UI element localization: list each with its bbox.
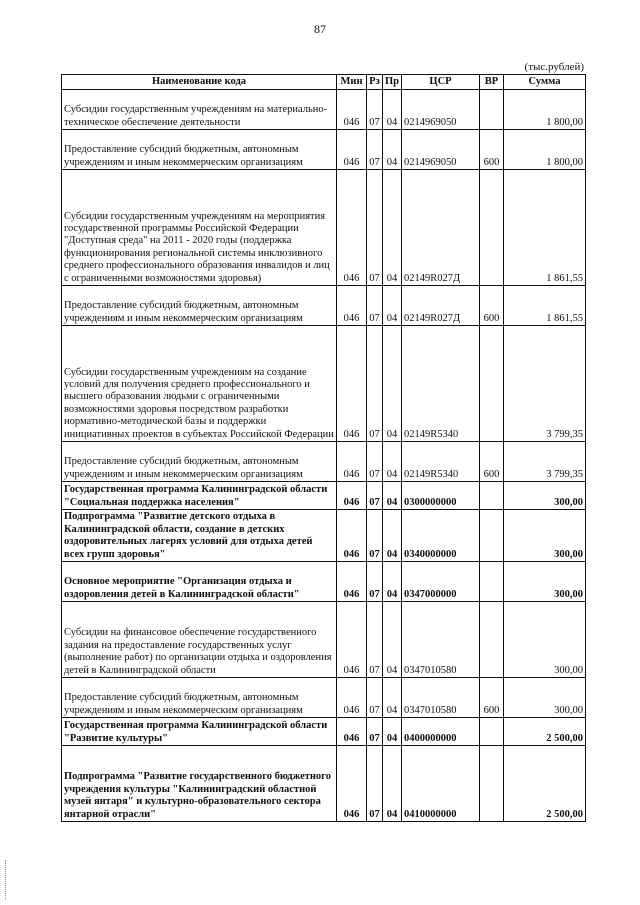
cell-rz: 07 <box>367 442 383 482</box>
cell-pr: 04 <box>383 746 402 822</box>
cell-sum: 2 500,00 <box>504 746 586 822</box>
cell-name: Субсидии государственным учреждениям на мероприятия государственной программы Российской Федерации "Доступная среда" на 2011 - 2020 годы (поддержка функционирования региональной системы инклюзивного среднего профессионального образования инвалидов и лиц с ограниченными возможностями здоровья) <box>62 170 337 286</box>
cell-sum: 300,00 <box>504 482 586 510</box>
cell-sum: 300,00 <box>504 562 586 602</box>
table-body <box>62 90 586 822</box>
cell-sum: 2 500,00 <box>504 718 586 746</box>
cell-vr: 600 <box>480 286 504 326</box>
header-pr: Пр <box>383 75 402 90</box>
cell-pr: 04 <box>383 602 402 678</box>
cell-rz: 07 <box>367 678 383 718</box>
table-row <box>62 90 586 130</box>
cell-vr <box>480 718 504 746</box>
cell-vr <box>480 562 504 602</box>
cell-sum: 3 799,35 <box>504 442 586 482</box>
header-vr: ВР <box>480 75 504 90</box>
cell-vr: 600 <box>480 130 504 170</box>
cell-min: 046 <box>337 286 367 326</box>
cell-csr: 0347000000 <box>402 562 480 602</box>
budget-table <box>61 74 586 822</box>
cell-vr <box>480 326 504 442</box>
table-row <box>62 562 586 602</box>
cell-csr: 0410000000 <box>402 746 480 822</box>
cell-csr: 0214969050 <box>402 90 480 130</box>
cell-vr <box>480 170 504 286</box>
cell-name: Предоставление субсидий бюджетным, автономным учреждениям и иным некоммерческим организациям <box>62 442 337 482</box>
margin-mark <box>5 860 8 900</box>
table-header-row <box>62 75 586 90</box>
cell-name: Государственная программа Калининградской области "Социальная поддержка населения" <box>62 482 337 510</box>
table-row <box>62 286 586 326</box>
table-row <box>62 326 586 442</box>
table-row <box>62 482 586 510</box>
header-name: Наименование кода <box>62 75 337 90</box>
cell-name: Предоставление субсидий бюджетным, автономным учреждениям и иным некоммерческим организациям <box>62 678 337 718</box>
cell-vr <box>480 90 504 130</box>
cell-sum: 1 800,00 <box>504 90 586 130</box>
cell-vr <box>480 510 504 562</box>
cell-csr: 0400000000 <box>402 718 480 746</box>
cell-name: Основное мероприятие "Организация отдыха и оздоровления детей в Калининградской области" <box>62 562 337 602</box>
cell-sum: 300,00 <box>504 678 586 718</box>
cell-sum: 300,00 <box>504 510 586 562</box>
cell-min: 046 <box>337 482 367 510</box>
cell-min: 046 <box>337 562 367 602</box>
cell-pr: 04 <box>383 130 402 170</box>
cell-vr: 600 <box>480 442 504 482</box>
cell-pr: 04 <box>383 90 402 130</box>
cell-min: 046 <box>337 170 367 286</box>
cell-min: 046 <box>337 326 367 442</box>
cell-sum: 1 861,55 <box>504 170 586 286</box>
cell-name: Подпрограмма "Развитие государственного бюджетного учреждения культуры "Калининградский областной музей янтаря" и культурно-образовательного сектора янтарной отрасли" <box>62 746 337 822</box>
cell-rz: 07 <box>367 718 383 746</box>
cell-vr <box>480 602 504 678</box>
cell-csr: 02149R5340 <box>402 442 480 482</box>
cell-name: Предоставление субсидий бюджетным, автономным учреждениям и иным некоммерческим организациям <box>62 130 337 170</box>
cell-csr: 0340000000 <box>402 510 480 562</box>
table-row <box>62 678 586 718</box>
cell-min: 046 <box>337 678 367 718</box>
cell-rz: 07 <box>367 482 383 510</box>
header-min: Мин <box>337 75 367 90</box>
cell-sum: 3 799,35 <box>504 326 586 442</box>
cell-min: 046 <box>337 90 367 130</box>
cell-name: Подпрограмма "Развитие детского отдыха в Калининградской области, создание в детских оздоровительных лагерях условий для отдыха детей всех групп здоровья" <box>62 510 337 562</box>
cell-rz: 07 <box>367 746 383 822</box>
cell-rz: 07 <box>367 562 383 602</box>
cell-name: Субсидии государственным учреждениям на создание условий для получения среднего профессионального и высшего образования людьми с ограниченными возможностями здоровья посредством разработки нормативно-методической базы и поддержки инициативных проектов в субъектах Российской Федерации <box>62 326 337 442</box>
cell-pr: 04 <box>383 482 402 510</box>
cell-pr: 04 <box>383 678 402 718</box>
cell-rz: 07 <box>367 170 383 286</box>
table-row <box>62 442 586 482</box>
cell-pr: 04 <box>383 718 402 746</box>
cell-pr: 04 <box>383 442 402 482</box>
table-row <box>62 170 586 286</box>
cell-pr: 04 <box>383 326 402 442</box>
cell-pr: 04 <box>383 510 402 562</box>
page-number: 87 <box>314 22 326 36</box>
cell-csr: 02149R027Д <box>402 286 480 326</box>
cell-rz: 07 <box>367 510 383 562</box>
header-csr: ЦСР <box>402 75 480 90</box>
cell-name: Субсидии государственным учреждениям на материально-техническое обеспечение деятельности <box>62 90 337 130</box>
cell-sum: 300,00 <box>504 602 586 678</box>
cell-rz: 07 <box>367 326 383 442</box>
cell-csr: 0347010580 <box>402 678 480 718</box>
cell-csr: 0347010580 <box>402 602 480 678</box>
cell-csr: 0300000000 <box>402 482 480 510</box>
cell-name: Предоставление субсидий бюджетным, автономным учреждениям и иным некоммерческим организациям <box>62 286 337 326</box>
cell-rz: 07 <box>367 90 383 130</box>
cell-rz: 07 <box>367 602 383 678</box>
cell-min: 046 <box>337 746 367 822</box>
table-row <box>62 718 586 746</box>
header-rz: Рз <box>367 75 383 90</box>
table-row <box>62 130 586 170</box>
cell-min: 046 <box>337 130 367 170</box>
cell-vr <box>480 746 504 822</box>
cell-vr: 600 <box>480 678 504 718</box>
table-row <box>62 602 586 678</box>
cell-sum: 1 861,55 <box>504 286 586 326</box>
cell-pr: 04 <box>383 562 402 602</box>
cell-min: 046 <box>337 718 367 746</box>
cell-rz: 07 <box>367 130 383 170</box>
cell-min: 046 <box>337 602 367 678</box>
cell-csr: 02149R5340 <box>402 326 480 442</box>
cell-name: Субсидии на финансовое обеспечение государственного задания на предоставление государственных услуг (выполнение работ) по организации отдыха и оздоровления детей в Калининградской области <box>62 602 337 678</box>
cell-min: 046 <box>337 510 367 562</box>
cell-vr <box>480 482 504 510</box>
table-row <box>62 746 586 822</box>
cell-name: Государственная программа Калининградской области "Развитие культуры" <box>62 718 337 746</box>
cell-csr: 0214969050 <box>402 130 480 170</box>
cell-csr: 02149R027Д <box>402 170 480 286</box>
header-sum: Сумма <box>504 75 586 90</box>
cell-pr: 04 <box>383 170 402 286</box>
cell-min: 046 <box>337 442 367 482</box>
table-row <box>62 510 586 562</box>
units-label: (тыс.рублей) <box>524 61 584 73</box>
cell-sum: 1 800,00 <box>504 130 586 170</box>
cell-pr: 04 <box>383 286 402 326</box>
cell-rz: 07 <box>367 286 383 326</box>
